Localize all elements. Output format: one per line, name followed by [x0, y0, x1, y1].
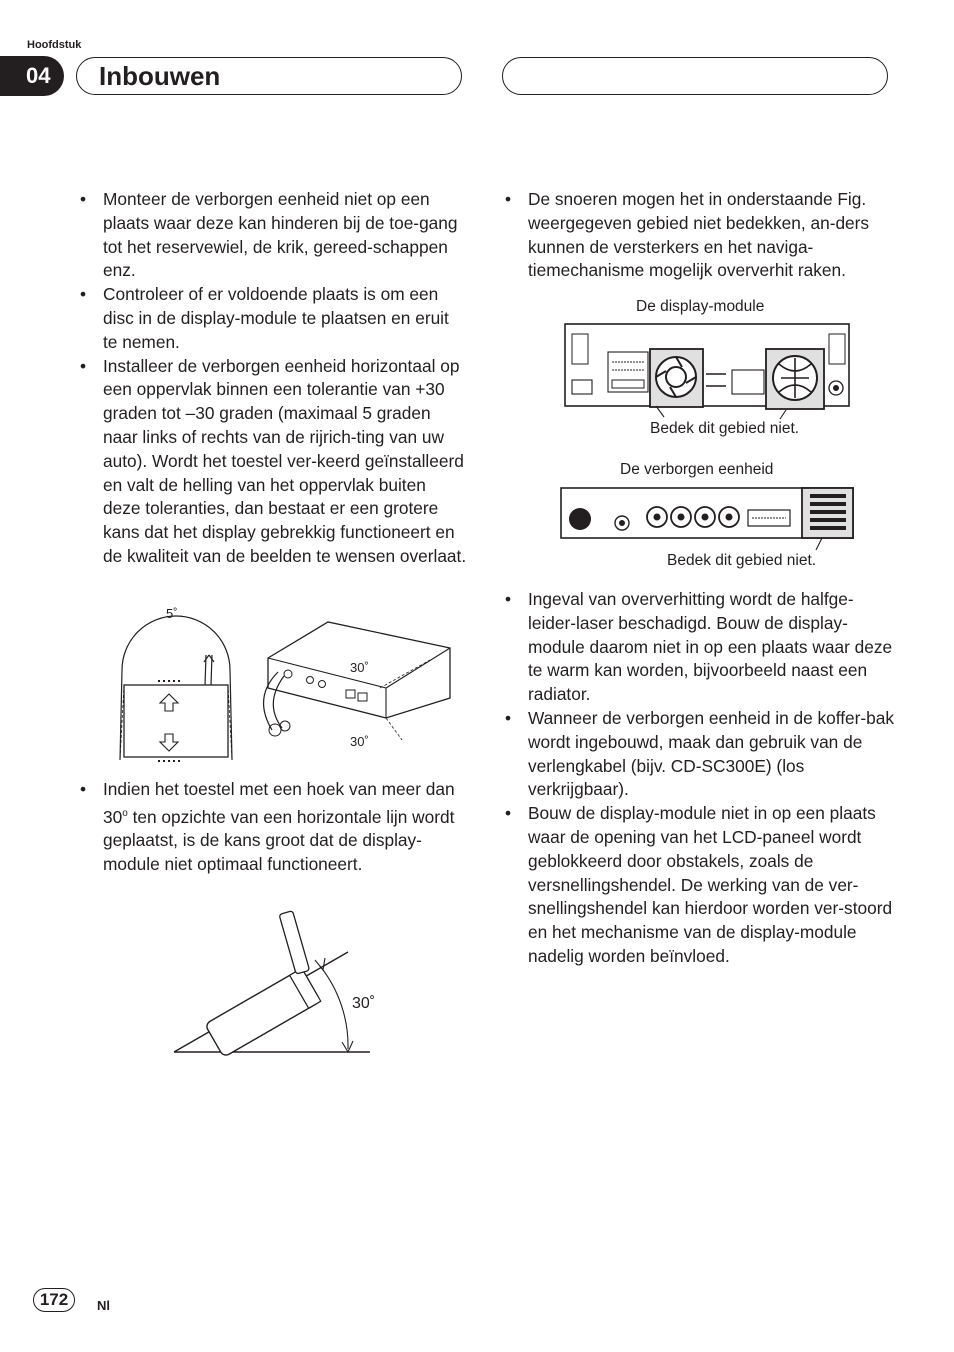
left-bullet-list-1 — [78, 188, 468, 569]
left-bullet-list-2 — [78, 778, 468, 877]
tilt-tolerance-figure — [110, 600, 460, 770]
list-item: • Installeer de verborgen eenheid horizontaal op een oppervlak binnen een tolerantie van +30 graden tot –30 graden (maximaal 5 graden naar links of rechts van de rijrich-ting van uw auto). Wordt het toestel ver-keerd geïnstalleerd en valt de helling van het oppervlak buiten deze toleranties, dan bestaat er een grotere kans dat het display gebrekkig functioneert en de kwaliteit van de beelden te wensen overlaat. — [78, 355, 468, 569]
list-item: • Wanneer de verborgen eenheid in de koffer-bak wordt ingebouwd, maak dan gebruik van de verlengkabel (bijv. CD-SC300E) (los verkrijgbaar). — [503, 707, 895, 802]
right-bullet-list-1 — [503, 188, 895, 283]
list-item: • Ingeval van oververhitting wordt de halfge-leider-laser beschadigd. Bouw de display-module daarom niet in op een plaats waar deze te warm kan worden, bijvoorbeeld naast een radiator. — [503, 588, 895, 707]
bullet-text-start: Indien het toestel met een hoek van meer dan 30 — [103, 779, 455, 827]
empty-title-frame — [502, 57, 888, 95]
slope-angle-label: 30˚ — [352, 995, 376, 1012]
angle-label-left: 5˚ — [166, 606, 178, 621]
list-item: • Controleer of er voldoende plaats is om een disc in de display-module te plaatsen en eruit te nemen. — [78, 283, 468, 354]
hidden-unit-title: De verborgen eenheid — [620, 461, 774, 478]
page-title: Inbouwen — [99, 61, 221, 91]
slope-angle-figure — [170, 884, 380, 1058]
chapter-number: 04 — [0, 56, 64, 96]
right-bullet-list-2 — [503, 588, 895, 969]
page-number: 172 — [33, 1288, 75, 1312]
angle-label-top: 30˚ — [350, 660, 369, 675]
degree-superscript: o — [122, 807, 128, 819]
hidden-unit-caption: Bedek dit gebied niet. — [667, 552, 817, 569]
bullet-text-end: ten opzichte van een horizontale lijn wordt geplaatst, is de kans groot dat de display-module niet optimaal functioneert. — [103, 806, 455, 875]
title-frame — [76, 57, 462, 95]
list-item: • Bouw de display-module niet in op een plaats waar de opening van het LCD-paneel wordt geblokkeerd door obstakels, zoals de versnellingshendel. De werking van de ver-snellingshendel kan hierdoor worden ver-stoord en het mechanisme van de display-module nadelig worden beïnvloed. — [503, 802, 895, 969]
angle-label-bottom: 30˚ — [350, 734, 369, 749]
list-item — [78, 778, 468, 877]
display-module-title: De display-module — [636, 298, 765, 315]
list-item: • De snoeren mogen het in onderstaande Fig. weergegeven gebied niet bedekken, an-ders kunnen de versterkers en het naviga-tiemechanisme mogelijk oververhit raken. — [503, 188, 895, 283]
display-module-caption: Bedek dit gebied niet. — [650, 420, 800, 437]
list-item: • Monteer de verborgen eenheid niet op een plaats waar deze kan hinderen bij de toe-gang tot het reservewiel, de krik, gereed-schappen enz. — [78, 188, 468, 283]
hidden-unit-figure — [560, 486, 858, 546]
chapter-label: Hoofdstuk — [27, 39, 82, 51]
display-module-figure — [564, 322, 852, 414]
language-code: Nl — [97, 1298, 110, 1313]
